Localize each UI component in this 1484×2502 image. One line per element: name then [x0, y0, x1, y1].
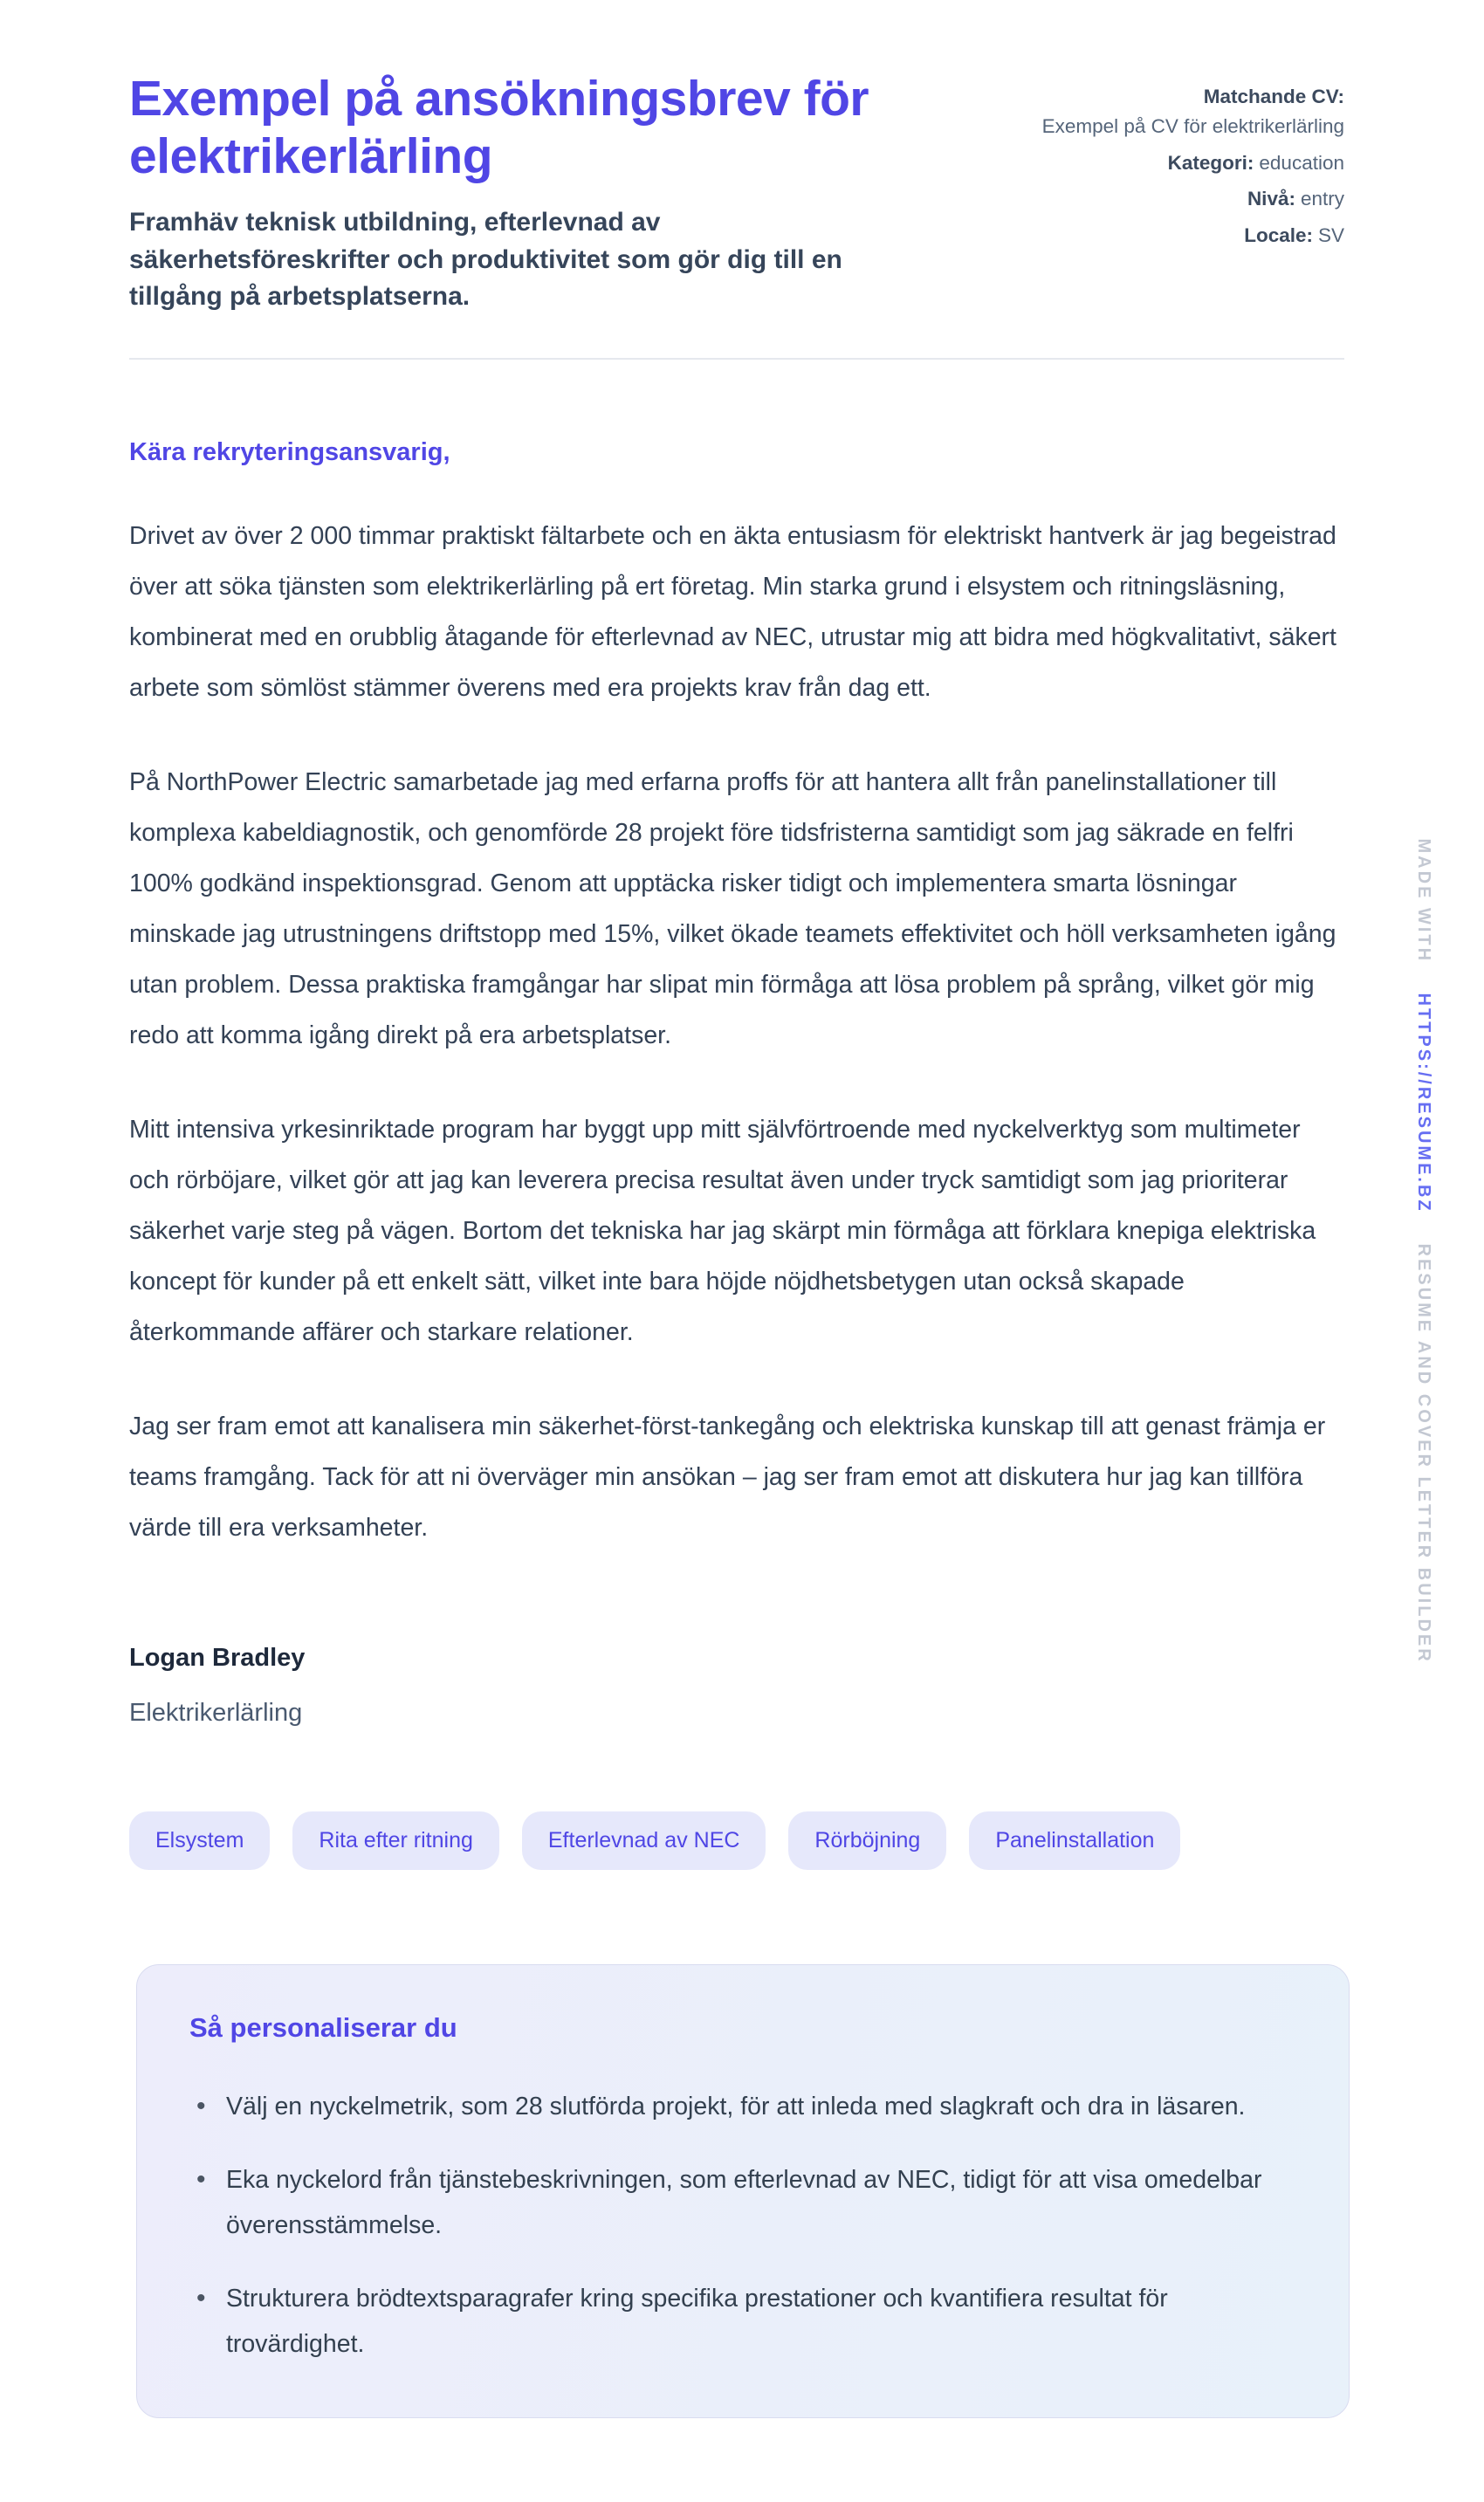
letter-paragraph-4: Jag ser fram emot att kanalisera min säkerhet-först-tankegång och elektriska kunskap till att genast främja er teams framgång. Tack för att ni överväger min ansökan – jag ser fram emot att diskutera hur jag kan tillföra värde till era verksamheter.	[129, 1413, 1326, 1542]
skill-tag-efterlevnad-av-nec: Efterlevnad av NEC	[522, 1811, 766, 1870]
tip-item-2: • Eka nyckelord från tjänstebeskrivningen, som efterlevnad av NEC, tidigt för att visa omedelbar överensstämmelse.	[189, 2157, 1281, 2248]
meta-matching-cv-value: Exempel på CV för elektrikerlärling	[1041, 114, 1344, 137]
skill-tag-panelinstallation: Panelinstallation	[969, 1811, 1180, 1870]
header-title-block	[129, 70, 967, 316]
meta-panel	[1039, 70, 1344, 258]
meta-level-label: Nivå:	[1247, 188, 1295, 210]
meta-level	[1039, 184, 1344, 214]
meta-locale	[1039, 221, 1344, 251]
watermark-suffix: RESUME AND COVER LETTER BUILDER	[1414, 1243, 1433, 1664]
tip-item-3: • Strukturera brödtextsparagrafer kring specifika prestationer och kvantifiera resultat för trovärdighet.	[189, 2276, 1281, 2367]
watermark-site-link[interactable]: HTTPS://RESUME.BZ	[1414, 993, 1433, 1213]
meta-category-value: education	[1259, 151, 1344, 174]
signature-role: Elektrikerlärling	[129, 1699, 303, 1727]
header	[129, 70, 1344, 316]
letter-greeting: Kära rekryteringsansvarig,	[129, 438, 450, 466]
signature-name: Logan Bradley	[129, 1644, 306, 1672]
skill-tag-rorbojning: Rörböjning	[788, 1811, 946, 1870]
page-subtitle: Framhäv teknisk utbildning, efterlevnad av säkerhetsföreskrifter och produktivitet som gör dig till en tillgång på arbetsplatserna.	[129, 208, 842, 312]
header-divider	[129, 358, 1344, 360]
meta-category	[1039, 148, 1344, 178]
letter-paragraph-3: Mitt intensiva yrkesinriktade program har byggt upp mitt självförtroende med nyckelverktyg som multimeter och rörböjare, vilket gör att jag kan leverera precisa resultat även under tryck samtidigt som jag prioriterar säkerhet varje steg på vägen. Bortom det tekniska har jag skärpt min förmåga att förklara knepiga elektriska koncept för kunder på ett enkelt sätt, vilket inte bara höjde nöjdhetsbetygen utan också skapade återkommande affärer och starkare relationer.	[129, 1116, 1316, 1346]
meta-matching-cv-label: Matchande CV:	[1203, 86, 1344, 107]
tip-item-1: • Välj en nyckelmetrik, som 28 slutförda projekt, för att inleda med slagkraft och dra in läsaren.	[189, 2084, 1281, 2129]
personalization-tips-card	[136, 1964, 1350, 2418]
letter-paragraph-1: Drivet av över 2 000 timmar praktiskt fältarbete och en äkta entusiasm för elektriskt hantverk är jag begeistrad över att söka tjänsten som elektrikerlärling på ert företag. Min starka grund i elsystem och ritningsläsning, kombinerat med en orubblig åtagande för efterlevnad av NEC, utrustar mig att bidra med högkvalitativt, säkert arbete som sömlöst stämmer överens med era projekts krav från dag ett.	[129, 522, 1336, 702]
meta-locale-label: Locale:	[1244, 224, 1313, 246]
skill-tag-rita-efter-ritning: Rita efter ritning	[292, 1811, 498, 1870]
tips-title: Så personaliserar du	[189, 2012, 457, 2043]
meta-locale-value: SV	[1317, 224, 1344, 246]
skill-tags-row	[129, 1811, 1344, 1870]
meta-level-value: entry	[1300, 188, 1344, 210]
skill-tag-elsystem: Elsystem	[129, 1811, 270, 1870]
watermark-prefix: MADE WITH	[1414, 838, 1433, 964]
meta-category-label: Kategori:	[1167, 151, 1254, 174]
page-title: Exempel på ansökningsbrev för elektrikerlärling	[129, 71, 869, 185]
watermark	[1413, 839, 1433, 1664]
letter-body	[129, 438, 1344, 1728]
letter-paragraph-2: På NorthPower Electric samarbetade jag med erfarna proffs för att hantera allt från panelinstallationer till komplexa kabeldiagnostik, och genomförde 28 projekt före tidsfristerna samtidigt som jag säkrade en felfri 100% godkänd inspektionsgrad. Genom att upptäcka risker tidigt och implementera smarta lösningar minskade jag utrustningens driftstopp med 15%, vilket ökade teamets effektivitet och höll verksamheten igång utan problem. Dessa praktiska framgångar har slipat min förmåga att lösa problem på språng, vilket gör mig redo att komma igång direkt på era arbetsplatser.	[129, 768, 1336, 1049]
tips-list	[189, 2084, 1296, 2367]
meta-matching-cv	[1039, 82, 1344, 141]
